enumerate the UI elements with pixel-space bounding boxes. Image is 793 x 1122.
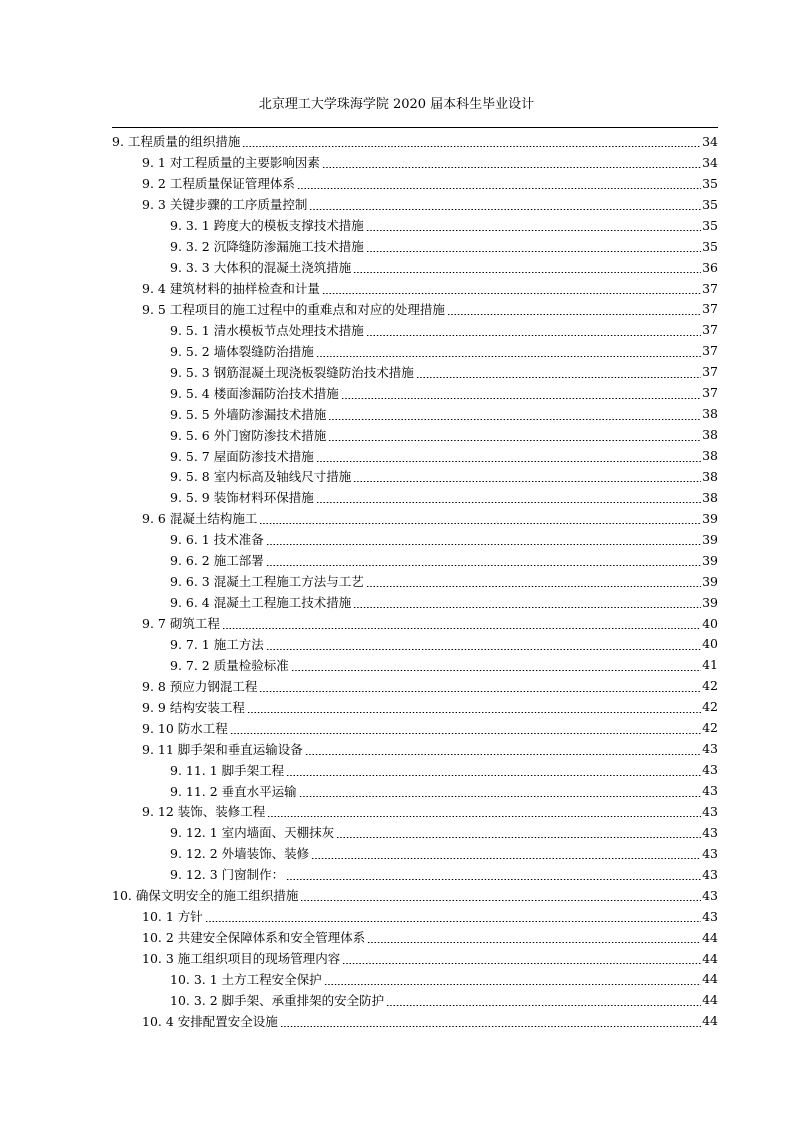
toc-entry-title: 9. 1 对工程质量的主要影响因素	[142, 155, 320, 171]
toc-entry-title: 9. 9 结构安装工程	[142, 699, 245, 715]
dot-leader	[324, 972, 701, 986]
toc-entry-page-number: 38	[702, 427, 718, 443]
toc-entry-page-number: 37	[702, 343, 718, 359]
toc-entry-title: 9. 12. 3 门窗制作：	[170, 867, 285, 883]
toc-entry[interactable]	[112, 487, 718, 508]
dot-leader	[416, 365, 701, 379]
toc-entry-page-number: 43	[702, 845, 718, 861]
dot-leader	[353, 260, 701, 274]
toc-entry-title: 9. 5. 3 钢筋混凝土现浇板裂缝防治技术措施	[170, 364, 414, 380]
toc-entry[interactable]	[112, 780, 718, 801]
toc-entry-title: 9. 5. 9 装饰材料环保措施	[170, 490, 314, 506]
dot-leader	[247, 700, 701, 714]
toc-entry[interactable]	[112, 340, 718, 361]
dot-leader	[322, 155, 701, 169]
dot-leader	[366, 323, 701, 337]
toc-entry[interactable]	[112, 529, 718, 550]
dot-leader	[299, 784, 701, 798]
toc-entry[interactable]	[112, 717, 718, 738]
toc-entry[interactable]	[112, 131, 718, 152]
toc-entry-title: 10. 4 安排配置安全设施	[142, 1013, 278, 1029]
toc-entry[interactable]	[112, 989, 718, 1010]
toc-entry-page-number: 39	[702, 531, 718, 547]
dot-leader	[316, 344, 701, 358]
toc-entry[interactable]	[112, 948, 718, 969]
toc-entry-page-number: 37	[702, 280, 718, 296]
toc-entry-page-number: 42	[702, 720, 718, 736]
toc-entry-title: 9. 11. 2 垂直水平运输	[170, 783, 297, 799]
dot-leader	[291, 658, 701, 672]
toc-entry-title: 9. 6. 1 技术准备	[170, 532, 264, 548]
dot-leader	[316, 490, 701, 504]
dot-leader	[300, 888, 701, 902]
toc-entry-page-number: 38	[702, 406, 718, 422]
dot-leader	[386, 993, 701, 1007]
toc-entry[interactable]	[112, 257, 718, 278]
dot-leader	[259, 679, 701, 693]
toc-entry-title: 9. 12. 2 外墙装饰、装修	[170, 846, 310, 862]
dot-leader	[353, 595, 701, 609]
dot-leader	[366, 218, 701, 232]
toc-entry-page-number: 37	[702, 322, 718, 338]
dot-leader	[266, 553, 701, 567]
toc-entry[interactable]	[112, 215, 718, 236]
toc-entry[interactable]	[112, 738, 718, 759]
dot-leader	[328, 428, 701, 442]
toc-entry[interactable]	[112, 361, 718, 382]
toc-entry-title: 9. 12 装饰、装修工程	[142, 804, 266, 820]
toc-entry-title: 9. 12. 1 室内墙面、天棚抹灰	[170, 825, 335, 841]
toc-entry-title: 9. 4 建筑材料的抽样检查和计量	[142, 281, 320, 297]
toc-entry-title: 10. 1 方针	[142, 909, 203, 925]
toc-entry-page-number: 37	[702, 364, 718, 380]
toc-entry[interactable]	[112, 466, 718, 487]
dot-leader	[366, 239, 701, 253]
toc-entry[interactable]	[112, 654, 718, 675]
toc-entry[interactable]	[112, 634, 718, 655]
toc-entry-title: 9. 5. 5 外墙防渗漏技术措施	[170, 406, 327, 422]
toc-entry-title: 10. 3. 1 土方工程安全保护	[170, 971, 322, 987]
toc-entry-title: 10. 2 共建安全保障体系和安全管理体系	[142, 930, 366, 946]
dot-leader	[322, 281, 701, 295]
dot-leader	[280, 1014, 701, 1028]
dot-leader	[342, 951, 701, 965]
dot-leader	[316, 449, 701, 463]
toc-entry-page-number: 36	[702, 259, 718, 275]
toc-entry-title: 10. 确保文明安全的施工组织措施	[112, 888, 299, 904]
toc-entry[interactable]	[112, 613, 718, 634]
dot-leader	[297, 176, 701, 190]
toc-entry[interactable]	[112, 445, 718, 466]
toc-entry[interactable]	[112, 382, 718, 403]
toc-entry[interactable]	[112, 822, 718, 843]
toc-entry-page-number: 38	[702, 468, 718, 484]
toc-entry-page-number: 44	[702, 1013, 718, 1029]
toc-entry-page-number: 43	[702, 887, 718, 903]
toc-entry[interactable]	[112, 550, 718, 571]
toc-entry[interactable]	[112, 152, 718, 173]
toc-entry-page-number: 39	[702, 552, 718, 568]
toc-entry-page-number: 43	[702, 741, 718, 757]
toc-entry-title: 9. 6 混凝土结构施工	[142, 511, 258, 527]
dot-leader	[328, 407, 701, 421]
table-of-contents	[112, 131, 718, 1031]
toc-entry[interactable]	[112, 236, 718, 257]
toc-entry-title: 9. 7. 1 施工方法	[170, 636, 264, 652]
toc-entry-page-number: 44	[702, 992, 718, 1008]
toc-entry-page-number: 39	[702, 510, 718, 526]
toc-entry-page-number: 43	[702, 824, 718, 840]
toc-entry[interactable]	[112, 675, 718, 696]
toc-entry-page-number: 34	[702, 154, 718, 170]
dot-leader	[353, 469, 701, 483]
toc-entry-title: 9. 3. 2 沉降缝防渗漏施工技术措施	[170, 239, 364, 255]
dot-leader	[447, 302, 701, 316]
toc-entry-title: 9. 2 工程质量保证管理体系	[142, 176, 295, 192]
toc-entry-title: 9. 3 关键步骤的工序质量控制	[142, 197, 308, 213]
toc-entry-title: 9. 6. 3 混凝土工程施工方法与工艺	[170, 574, 364, 590]
toc-entry-title: 9. 5. 8 室内标高及轴线尺寸措施	[170, 469, 352, 485]
toc-entry-title: 9. 11. 1 脚手架工程	[170, 762, 285, 778]
toc-entry-page-number: 37	[702, 301, 718, 317]
dot-leader	[309, 197, 701, 211]
toc-entry-title: 9. 工程质量的组织措施	[112, 134, 241, 150]
toc-entry[interactable]	[112, 278, 718, 299]
toc-entry-page-number: 44	[702, 929, 718, 945]
dot-leader	[222, 616, 701, 630]
toc-entry-page-number: 37	[702, 385, 718, 401]
header-rule	[112, 127, 718, 128]
toc-entry-title: 10. 3. 2 脚手架、承重排架的安全防护	[170, 992, 385, 1008]
toc-entry-page-number: 39	[702, 573, 718, 589]
toc-entry-page-number: 43	[702, 783, 718, 799]
toc-entry[interactable]	[112, 843, 718, 864]
toc-entry[interactable]	[112, 571, 718, 592]
dot-leader	[242, 134, 701, 148]
toc-entry-page-number: 44	[702, 971, 718, 987]
dot-leader	[230, 721, 701, 735]
toc-entry-page-number: 35	[702, 196, 718, 212]
toc-entry-title: 9. 10 防水工程	[142, 720, 228, 736]
toc-entry-page-number: 39	[702, 594, 718, 610]
dot-leader	[305, 742, 701, 756]
toc-entry-page-number: 40	[702, 636, 718, 652]
toc-entry[interactable]	[112, 508, 718, 529]
toc-entry-title: 9. 5. 7 屋面防渗技术措施	[170, 448, 314, 464]
toc-entry-page-number: 34	[702, 133, 718, 149]
toc-entry-page-number: 42	[702, 699, 718, 715]
toc-entry-page-number: 35	[702, 175, 718, 191]
toc-entry[interactable]	[112, 801, 718, 822]
page-header: 北京理工大学珠海学院 2020 届本科生毕业设计	[258, 97, 535, 112]
dot-leader	[286, 763, 701, 777]
toc-entry-page-number: 41	[702, 657, 718, 673]
toc-entry-page-number: 35	[702, 217, 718, 233]
toc-entry-title: 9. 8 预应力钢混工程	[142, 678, 258, 694]
dot-leader	[286, 867, 701, 881]
dot-leader	[259, 511, 701, 525]
dot-leader	[205, 909, 701, 923]
toc-entry[interactable]	[112, 885, 718, 906]
toc-entry-title: 9. 3. 3 大体积的混凝土浇筑措施	[170, 260, 352, 276]
dot-leader	[311, 846, 701, 860]
toc-entry-title: 9. 7 砌筑工程	[142, 616, 220, 632]
toc-entry-page-number: 43	[702, 803, 718, 819]
toc-entry[interactable]	[112, 927, 718, 948]
toc-entry-title: 9. 7. 2 质量检验标准	[170, 657, 289, 673]
toc-entry[interactable]	[112, 403, 718, 424]
dot-leader	[336, 825, 701, 839]
toc-entry[interactable]	[112, 424, 718, 445]
toc-entry-page-number: 43	[702, 762, 718, 778]
dot-leader	[266, 532, 701, 546]
toc-entry[interactable]	[112, 592, 718, 613]
toc-entry-title: 9. 6. 2 施工部署	[170, 553, 264, 569]
toc-entry[interactable]	[112, 194, 718, 215]
toc-entry-page-number: 40	[702, 615, 718, 631]
toc-entry-page-number: 38	[702, 489, 718, 505]
toc-entry[interactable]	[112, 319, 718, 340]
dot-leader	[367, 930, 701, 944]
toc-entry[interactable]	[112, 299, 718, 320]
toc-entry[interactable]	[112, 969, 718, 990]
toc-entry-title: 9. 5. 2 墙体裂缝防治措施	[170, 343, 314, 359]
dot-leader	[266, 637, 701, 651]
toc-entry-page-number: 38	[702, 448, 718, 464]
toc-entry-title: 9. 5. 6 外门窗防渗技术措施	[170, 427, 327, 443]
toc-entry-title: 9. 5. 4 楼面渗漏防治技术措施	[170, 385, 339, 401]
dot-leader	[267, 804, 701, 818]
toc-entry[interactable]	[112, 696, 718, 717]
toc-entry-title: 9. 11 脚手架和垂直运输设备	[142, 741, 303, 757]
toc-entry[interactable]	[112, 173, 718, 194]
toc-entry-page-number: 43	[702, 866, 718, 882]
toc-entry[interactable]	[112, 1010, 718, 1031]
toc-entry-title: 9. 3. 1 跨度大的模板支撑技术措施	[170, 218, 364, 234]
toc-entry[interactable]	[112, 759, 718, 780]
toc-entry[interactable]	[112, 864, 718, 885]
toc-entry-title: 9. 6. 4 混凝土工程施工技术措施	[170, 595, 352, 611]
toc-entry-page-number: 43	[702, 908, 718, 924]
toc-entry-title: 9. 5. 1 清水模板节点处理技术措施	[170, 322, 364, 338]
toc-entry-page-number: 44	[702, 950, 718, 966]
toc-entry-title: 10. 3 施工组织项目的现场管理内容	[142, 951, 341, 967]
toc-entry-page-number: 42	[702, 678, 718, 694]
dot-leader	[366, 574, 701, 588]
dot-leader	[341, 386, 701, 400]
toc-entry-page-number: 35	[702, 238, 718, 254]
toc-entry[interactable]	[112, 906, 718, 927]
toc-entry-title: 9. 5 工程项目的施工过程中的重难点和对应的处理措施	[142, 301, 445, 317]
